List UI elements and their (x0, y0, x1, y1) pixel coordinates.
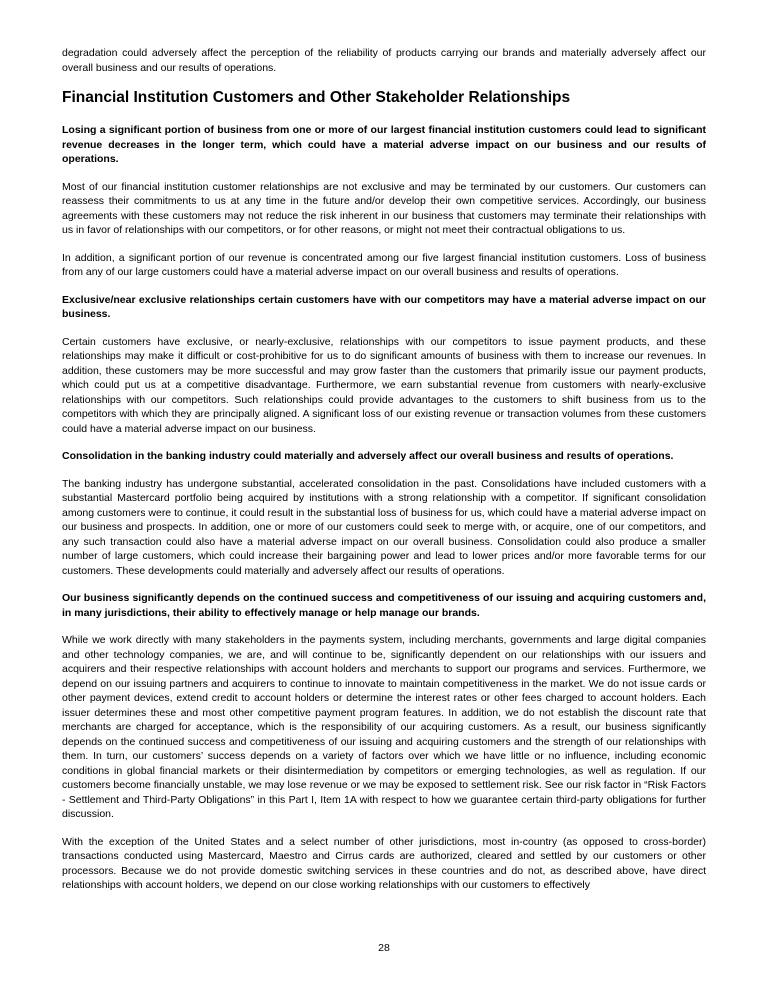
body-paragraph: While we work directly with many stakeholders in the payments system, including merchants, governments and large digital companies and other technology companies, we are, and will continue to be, significantly dependent on our relationships with our issuers and acquirers and their respective relationships with account holders and merchants to support our programs and services. Furthermore, we depend on our issuing partners and acquirers to continue to innovate to maintain competitiveness in the market. We do not issue cards or other payment devices, extend credit to account holders or determine the interest rates or other fees charged to account holders. Each issuer determines these and most other competitive payment program features. In addition, we do not establish the discount rate that merchants are charged for acceptance, which is the responsibility of our acquiring customers. As a result, our business significantly depends on the continued success and competitiveness of our issuing and acquiring customers and the strength of our relationships with them. In turn, our customers’ success depends on a variety of factors over which we have little or no influence, including economic conditions in global financial markets or their disintermediation by competitors or emerging technologies, as well as regulation. If our customers become financially unstable, we may lose revenue or we may be exposed to settlement risk. See our risk factor in “Risk Factors - Settlement and Third-Party Obligations” in this Part I, Item 1A with respect to how we guarantee certain third-party obligations for further discussion. (62, 634, 706, 820)
section-heading: Financial Institution Customers and Other Stakeholder Relationships (62, 89, 571, 106)
risk-factor-caption: Our business significantly depends on the continued success and competitiveness of our issuing and acquiring customers and, in many jurisdictions, their ability to effectively manage or help manage our brands. (62, 592, 706, 619)
page-number: 28 (378, 942, 390, 954)
body-paragraph: Certain customers have exclusive, or nearly-exclusive, relationships with our competitors to issue payment products, and these relationships may make it difficult or cost-prohibitive for us to do significant amounts of business with them to increase our revenues. In addition, these customers may be more successful and may grow faster than the customers that primarily issue our payment products, which could put us at a competitive disadvantage. Furthermore, we earn substantial revenue from customers with nearly-exclusive relationships with our competitors. Such relationships could provide advantages to the customers to shift business from us to the competitors with which they are principally aligned. A significant loss of our existing revenue or transaction volumes from these customers could have a material adverse impact on our business. (62, 335, 706, 435)
risk-factor-caption: Losing a significant portion of business from one or more of our largest financial institution customers could lead to significant revenue decreases in the longer term, which could have a material adverse impact on our business and our results of operations. (62, 124, 706, 165)
body-paragraph: Most of our financial institution customer relationships are not exclusive and may be terminated by our customers. Our customers can reassess their commitments to us at any time in the future and/or develop their own competitive services. Accordingly, our business agreements with these customers may not reduce the risk inherent in our business that customers may terminate their relationships with us in favor of relationships with our competitors, or for other reasons, or might not meet their contractual obligations to us. (62, 180, 706, 236)
body-paragraph: In addition, a significant portion of our revenue is concentrated among our five largest financial institution customers. Loss of business from any of our large customers could have a material adverse impact on our overall business and results of operations. (62, 251, 706, 278)
risk-factor-caption: Exclusive/near exclusive relationships certain customers have with our competitors may have a material adverse impact on our business. (62, 293, 706, 320)
continuation-paragraph: degradation could adversely affect the perception of the reliability of products carrying our brands and materially adversely affect our overall business and our results of operations. (62, 47, 706, 74)
body-paragraph: The banking industry has undergone substantial, accelerated consolidation in the past. Consolidations have included customers with a substantial Mastercard portfolio being acquired by institutions with a strong relationship with a competitor. If significant consolidation among customers were to continue, it could result in the substantial loss of business for us, which could have a material adverse impact on our business and prospects. In addition, one or more of our customers could seek to merge with, or acquire, one of our competitors, and any such transaction could also have a material adverse impact on our overall business. Consolidation could also produce a smaller number of large customers, which could increase their bargaining power and lead to lower prices and/or more favorable terms for our customers. These developments could materially and adversely affect our results of operations. (62, 477, 706, 577)
body-paragraph: With the exception of the United States and a select number of other jurisdictions, most in-country (as opposed to cross-border) transactions conducted using Mastercard, Maestro and Cirrus cards are authorized, cleared and settled by our customers or other processors. Because we do not provide domestic switching services in these countries and do not, as described above, have direct relationships with account holders, we depend on our close working relationships with our customers to effectively (62, 835, 706, 891)
risk-factor-caption: Consolidation in the banking industry could materially and adversely affect our overall business and results of operations. (62, 450, 674, 462)
